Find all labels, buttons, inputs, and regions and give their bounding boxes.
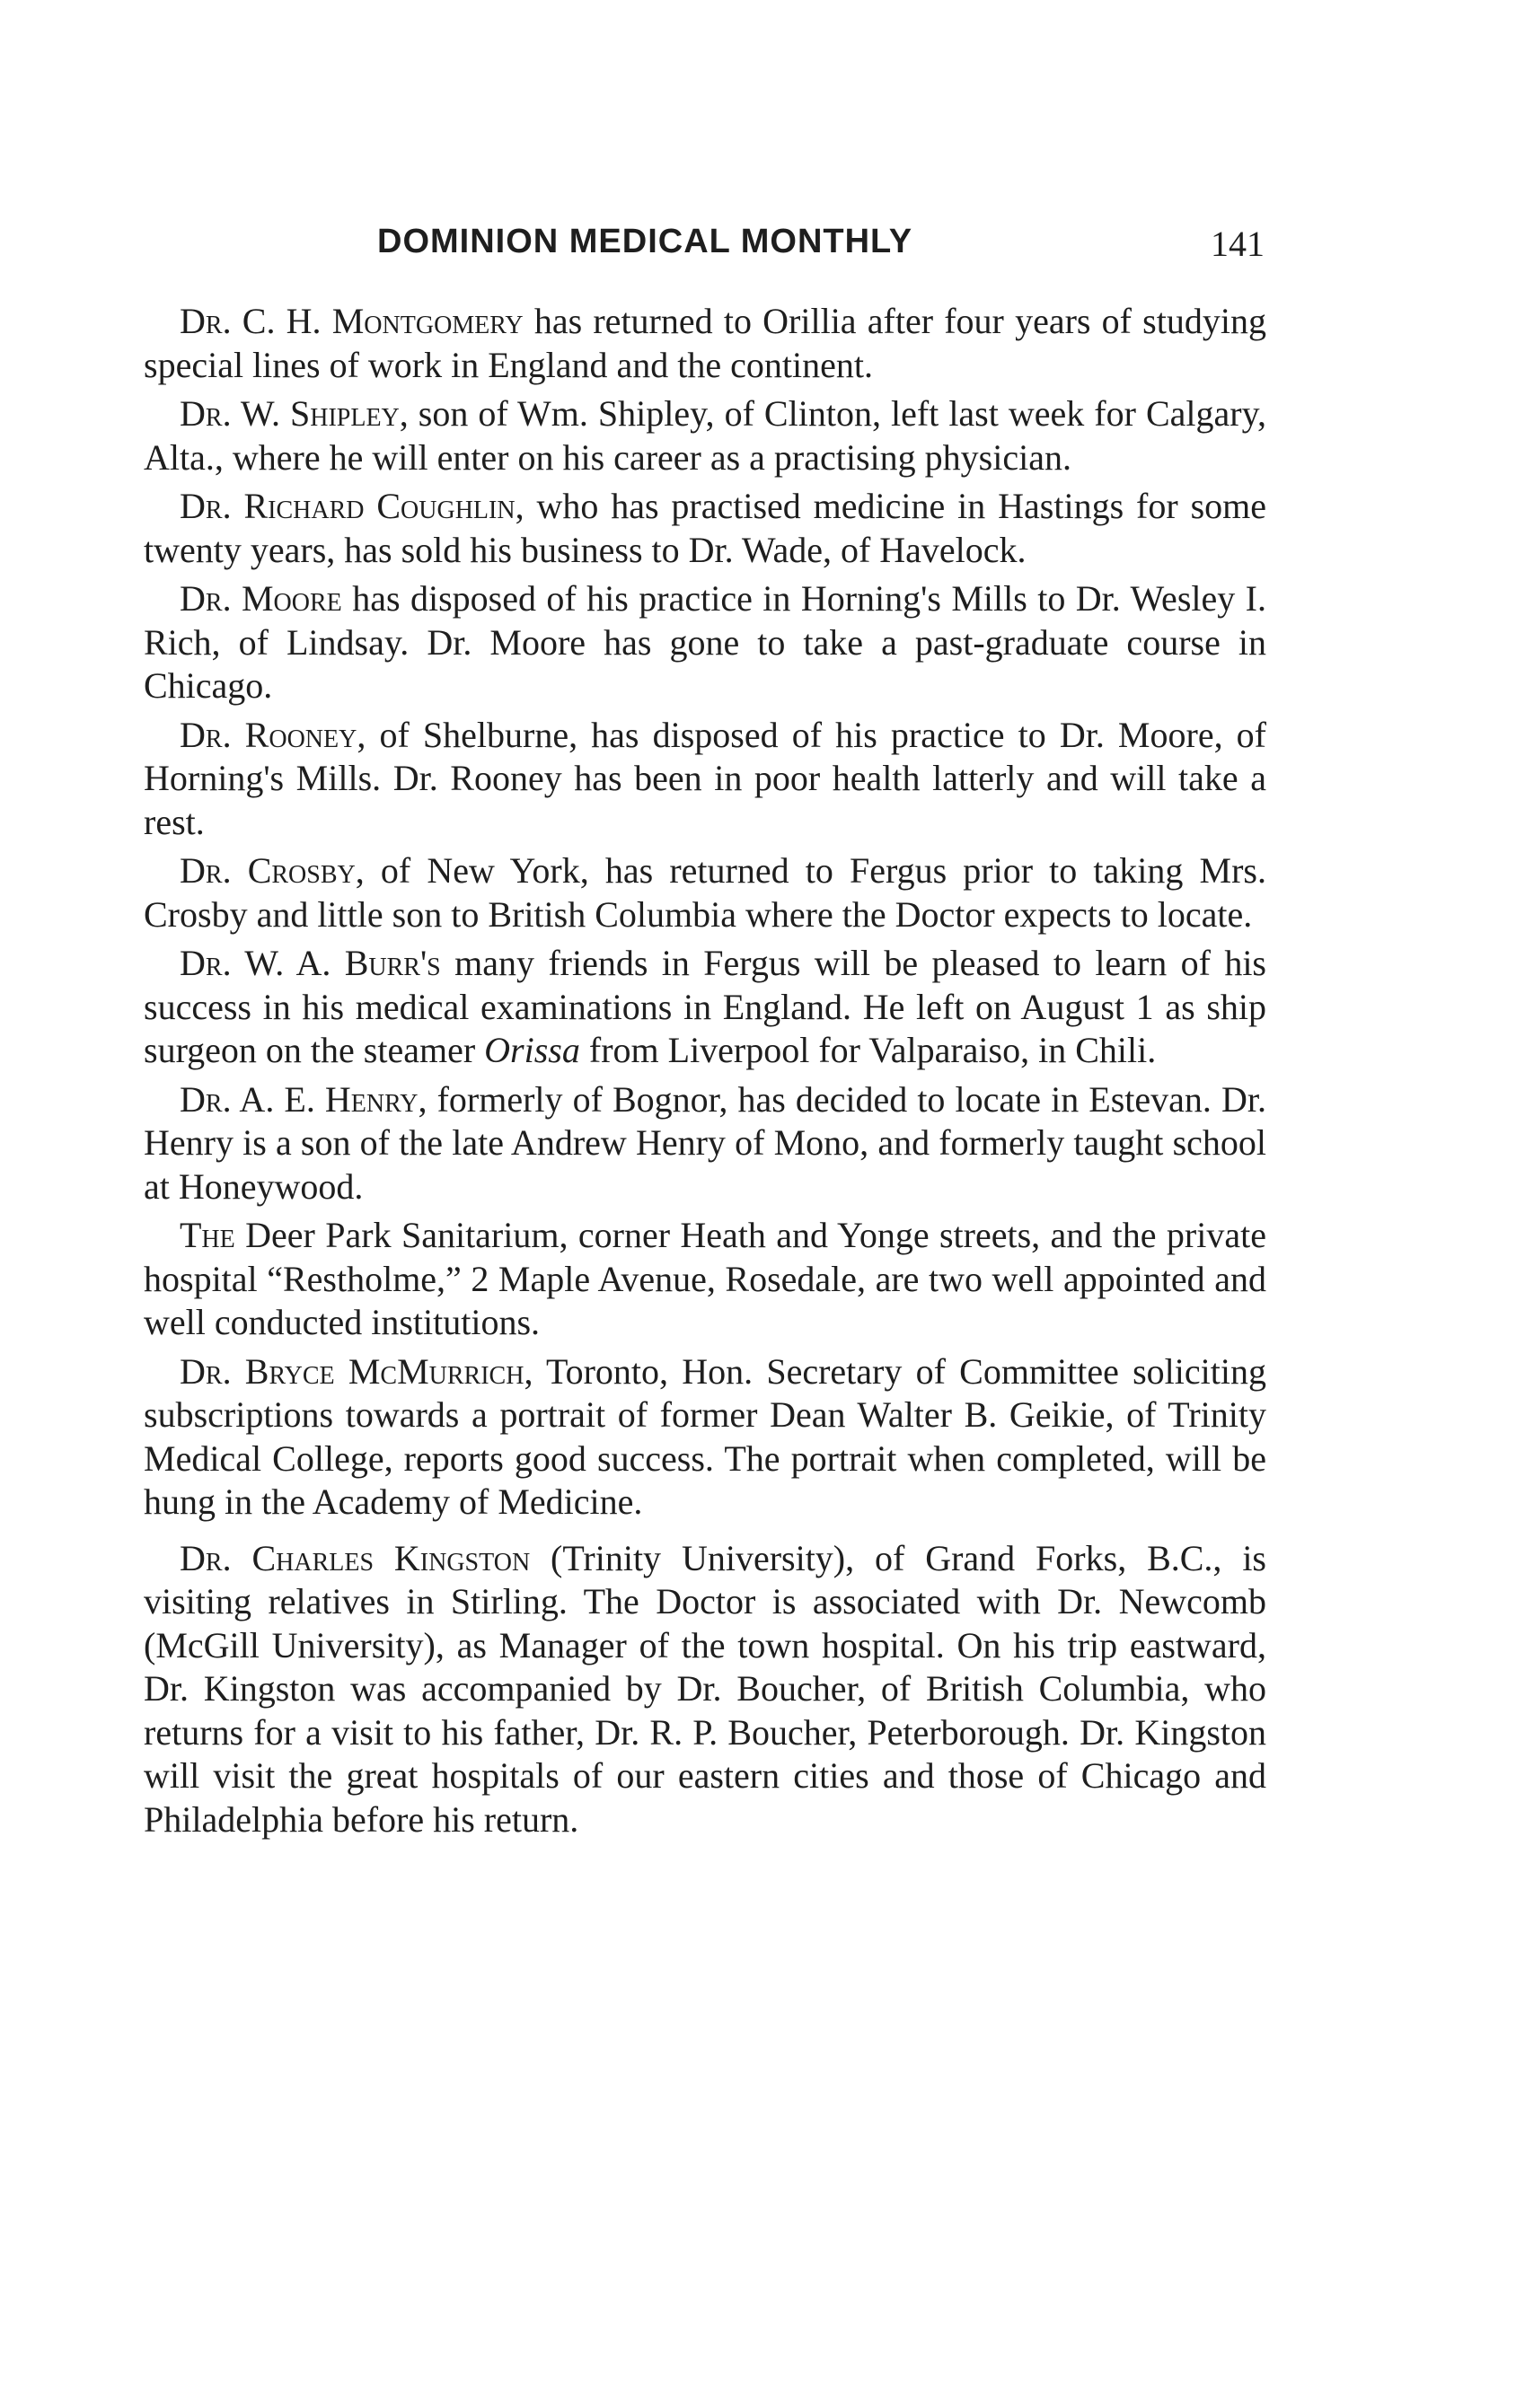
note-lead-name: Dr. Moore [180, 578, 342, 619]
note-crosby [144, 849, 1266, 936]
note-lead-name: Dr. Rooney [180, 714, 357, 755]
note-kingston [144, 1537, 1266, 1842]
note-lead-name: Dr. W. A. Burr's [180, 943, 441, 983]
note-text: (Trinity University), of Grand Forks, B.C., is visiting relatives in Stirling. The Doctor is associated with Dr. Newcomb (McGill University), as Manager of the town hospital. On his trip eastward, Dr. Kingston was accompanied by Dr. Boucher, of British Columbia, who returns for a visit to his father, Dr. R. P. Boucher, Peterborough. Dr. Kingston will visit the great hospitals of our eastern cities and those of Chicago and Philadelphia before his return. [144, 1537, 1266, 1840]
note-lead-name: Dr. Bryce McMurrich [180, 1350, 524, 1392]
page-number: 141 [1211, 224, 1265, 264]
note-text: , son of Wm. Shipley, of Clinton, left last week for Calgary, Alta., where he will enter on his career as a practising physician. [144, 393, 1267, 478]
running-head [377, 223, 1265, 277]
note-text-continued: from Liverpool for Valparaiso, in Chili. [579, 1030, 1157, 1070]
note-text: has returned to Orillia after four years of studying special lines of work in England and the continent. [144, 301, 1266, 385]
note-lead-name: Dr. Richard Coughlin [180, 486, 516, 526]
note-text: , who has practised medicine in Hastings for some twenty years, has sold his business to Dr. Wade, of Havelock. [144, 486, 1266, 570]
note-henry [144, 1078, 1266, 1209]
note-lead-name: Dr. C. H. Montgomery [180, 301, 524, 341]
note-montgomery [144, 300, 1266, 387]
note-shipley [144, 392, 1266, 479]
note-text: , Toronto, Hon. Secretary of Committee soliciting subscriptions towards a portrait of former Dean Walter B. Geikie, of Trinity Medical College, reports good success. The portrait when completed, will be hung in the Academy of Medicine. [144, 1350, 1266, 1522]
note-deer-park [144, 1214, 1266, 1345]
note-rooney [144, 714, 1266, 845]
note-burr [144, 942, 1266, 1073]
note-text: Deer Park Sanitarium, corner Heath and Yonge streets, and the private hospital “Restholme,” 2 Maple Avenue, Rosedale, are two well appointed and well conducted institutions. [144, 1215, 1266, 1342]
journal-title: DOMINION MEDICAL MONTHLY [377, 223, 913, 260]
note-coughlin [144, 485, 1266, 572]
note-lead-name: Dr. Crosby [180, 850, 356, 891]
note-lead-name: Dr. W. Shipley [180, 393, 400, 434]
note-text: has disposed of his practice in Horning's Mills to Dr. Wesley I. Rich, of Lindsay. Dr. Moore has gone to take a past-graduate course in Chicago. [144, 578, 1267, 706]
note-lead-name: Dr. Charles Kingston [180, 1537, 531, 1578]
note-text: , of New York, has returned to Fergus prior to taking Mrs. Crosby and little son to British Columbia where the Doctor expects to locate. [144, 850, 1266, 935]
news-notes [144, 300, 1266, 1847]
note-lead-word: The [180, 1215, 235, 1255]
note-moore [144, 577, 1266, 708]
note-text: , of Shelburne, has disposed of his practice to Dr. Moore, of Horning's Mills. Dr. Rooney has been in poor health latterly and will take a rest. [144, 714, 1266, 842]
note-text: , formerly of Bognor, has decided to locate in Estevan. Dr. Henry is a son of the late Andrew Henry of Mono, and formerly taught school at Honeywood. [144, 1078, 1266, 1207]
ship-name: Orissa [484, 1030, 580, 1070]
note-text: many friends in Fergus will be pleased to learn of his success in his medical examinations in England. He left on August 1 as ship surgeon on the steamer [144, 943, 1266, 1070]
note-lead-name: Dr. A. E. Henry [180, 1078, 419, 1120]
note-mcmurrich [144, 1350, 1266, 1525]
